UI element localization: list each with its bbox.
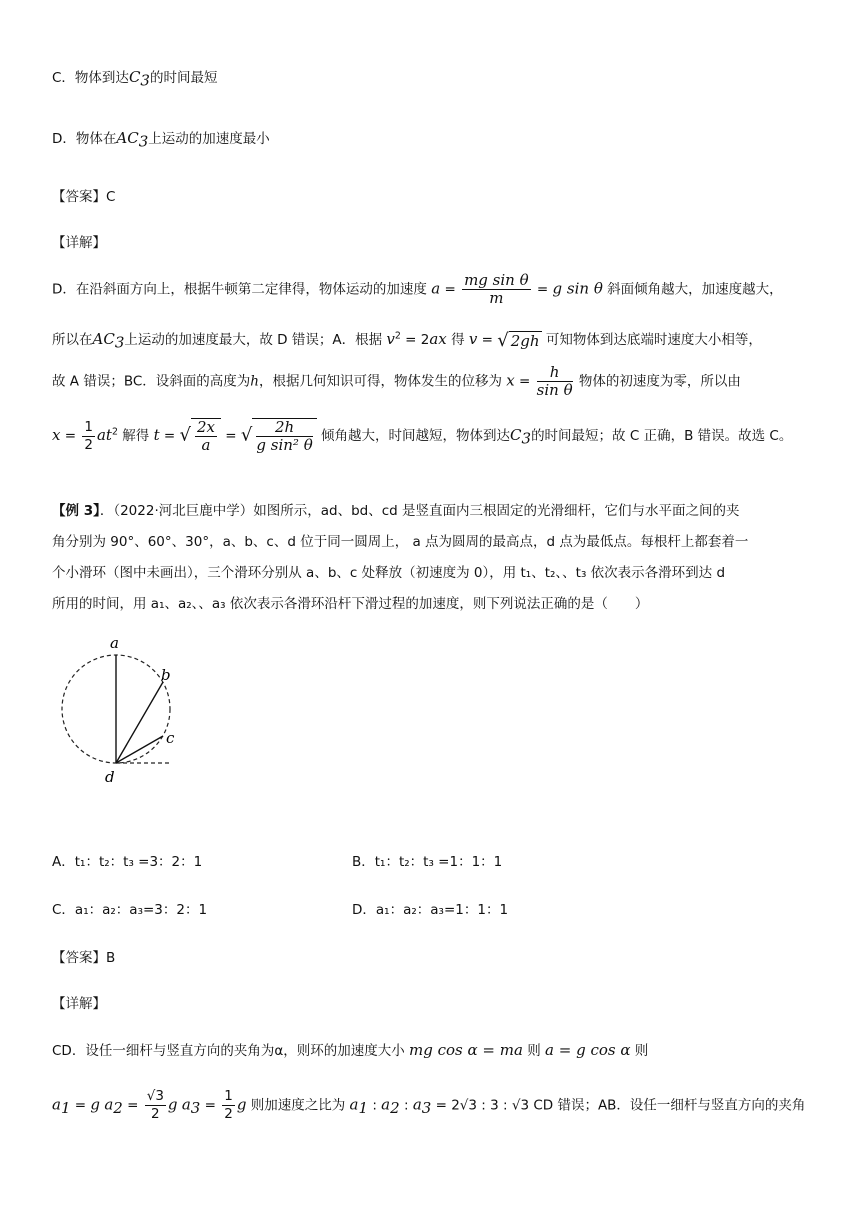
example3-line1: 【例 3】．（2022·河北巨鹿中学）如图所示，ad、bd、cd 是竖直面内三根固定的光滑细杆，它们与水平面之间的夹 [52,503,740,519]
detail2-line2: $a_1 = g$ $a_2$ = $\frac{√3}{2}$ g $a_3$ = $\frac{1}{2}$ g 则加速度之比为 $a_1$ : $a_2$ : $a_3 = 2√3$ : 3 : √3 CD 错误；AB．设任一细杆与竖直方向的夹角 [52,1088,806,1122]
label-b: b [161,666,171,684]
option-c-prev: C．物体到达$C_3$的时间最短 [52,68,218,90]
choice-d[interactable]: D．a₁：a₂：a₃=1：1：1 [352,902,509,918]
option-d-prev: D．物体在$AC_3$上运动的加速度最小 [52,129,270,151]
detail1-line3: 故 A 错误；BC．设斜面的高度为h，根据几何知识可得，物体发生的位移为 x = $\frac{h}{\text{sin θ}}$ 物体的初速度为零，所以由 [52,363,741,399]
example3-line3: 个小滑环（图中未画出），三个滑环分别从 a、b、c 处释放（初速度为 0），用 t₁、t₂、、t₃ 依次表示各滑环到达 d [52,565,726,581]
detail1-line2: 所以在$AC_3$上运动的加速度最大，故 D 错误；A．根据 $v^2 = 2ax$ 得 v = √ 2gh 可知物体到达底端时速度大小相等， [52,329,762,352]
example3-line2: 角分别为 90°、60°、30°，a、b、c、d 位于同一圆周上， a 点为圆周的最高点，d 点为最低点。每根杆上都套着一 [52,534,749,550]
label-c: c [166,729,175,747]
detail1-line4: x = $\frac{1}{2}$ $at^2$ 解得 t = √ $\frac{2x}{a}$ = √ $\frac{2h}{\text{g sin² θ}}$ 倾角越大，时间越短，物体到达$C_3$的时间最短；故 C 正确，B 错误。故选 C。 [52,418,793,454]
choice-b[interactable]: B．t₁：t₂：t₃ =1：1：1 [352,854,503,870]
circle-rods-diagram [48,630,188,790]
rod-bd [116,682,163,763]
detail-2: 【详解】 [52,996,106,1012]
example3-line4: 所用的时间，用 a₁、a₂、、a₃ 依次表示各滑环沿杆下滑过程的加速度，则下列说法正确的是（ ） [52,596,649,612]
detail1-line1: D．在沿斜面方向上，根据牛顿第二定律得，物体运动的加速度 a = $\frac{\text{mg sin θ}}{m}$ = g sin θ 斜面倾角越大，加速度越大， [52,271,783,307]
choice-a[interactable]: A．t₁：t₂：t₃ =3：2：1 [52,854,203,870]
answer-1: 【答案】C [52,189,116,205]
choice-c[interactable]: C．a₁：a₂：a₃=3：2：1 [52,902,208,918]
label-a: a [110,634,119,652]
detail-1: 【详解】 [52,235,106,251]
label-d: d [105,768,115,786]
detail2-line1: CD．设任一细杆与竖直方向的夹角为α，则环的加速度大小 mg cos α = ma 则 a = g cos α 则 [52,1041,649,1059]
answer-2: 【答案】B [52,950,116,966]
